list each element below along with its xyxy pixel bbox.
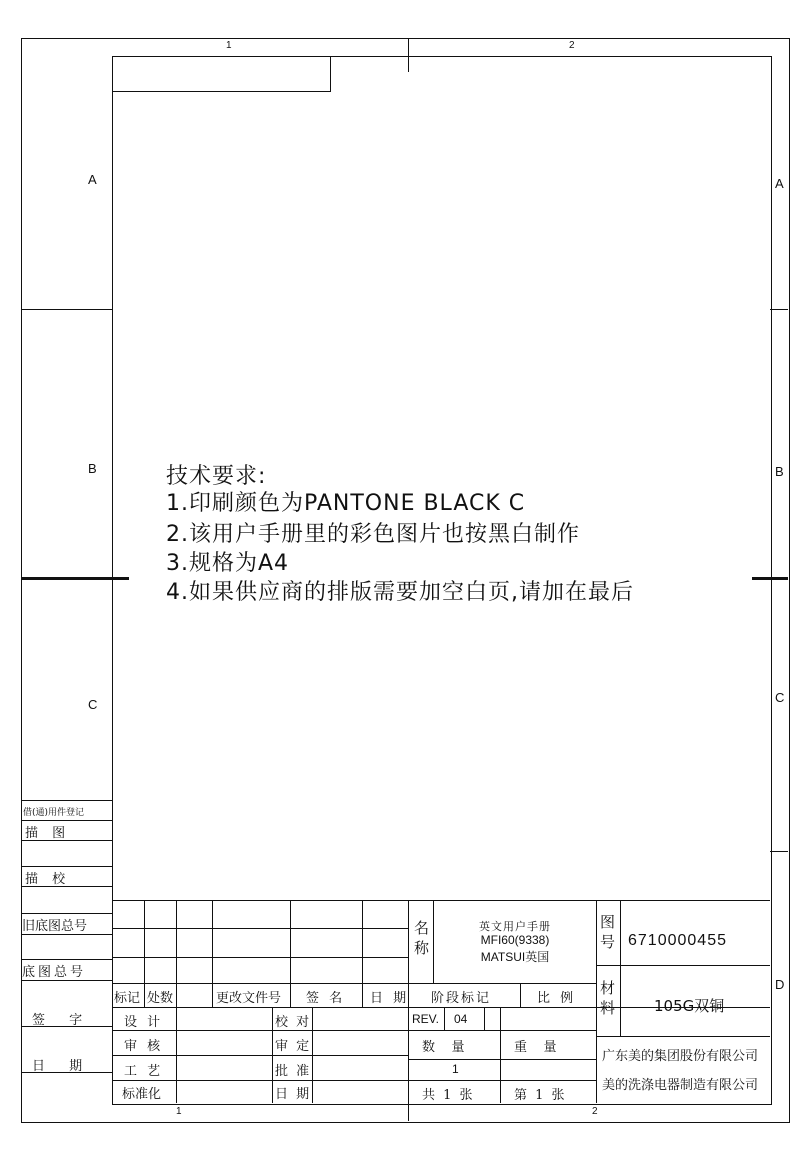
sheet-number: 第 1 张 [514, 1088, 567, 1103]
row-design: 设 计 [124, 1015, 164, 1030]
tb-h12 [408, 1059, 596, 1060]
side-line-8 [21, 980, 112, 981]
side-check-label: 描 校 [25, 872, 71, 887]
tb-v2 [176, 900, 177, 1007]
tb-v11 [433, 900, 434, 983]
row-approve-final: 审 定 [275, 1039, 312, 1054]
row-proofread: 校 对 [275, 1015, 312, 1030]
right-center-mark [752, 577, 788, 580]
row-date: 日 期 [275, 1087, 312, 1102]
side-line-7 [21, 959, 112, 960]
tb-h13 [408, 1080, 596, 1081]
stage-label: 阶段标记 [431, 991, 492, 1006]
material-value: 105G双铜 [654, 997, 725, 1015]
tb-h10 [596, 1036, 770, 1037]
row-right-a: A [775, 176, 784, 191]
row-process: 工 艺 [124, 1064, 164, 1079]
quantity-value: 1 [452, 1062, 459, 1076]
side-sign-label: 签 字 [32, 1013, 93, 1028]
rev-value: 04 [454, 1012, 468, 1026]
row-left-b: B [88, 461, 97, 476]
name-line-3: MATSUI英国 [480, 950, 550, 964]
side-base-label: 底图总号 [22, 965, 87, 980]
tb-h1 [112, 928, 408, 929]
tb-h2 [112, 957, 408, 958]
requirement-item-4: 4.如果供应商的排版需要加空白页,请加在最后 [166, 580, 634, 605]
tb-h3 [112, 983, 408, 984]
material-label: 材料 [600, 979, 616, 1017]
side-line-1 [21, 820, 112, 821]
zone-bottom-1: 1 [176, 1106, 182, 1117]
header-count: 处数 [147, 991, 174, 1006]
header-date: 日 期 [370, 991, 410, 1006]
tb-h6 [112, 1055, 408, 1056]
sheet-total: 共 1 张 [422, 1088, 475, 1103]
side-register-label: 借(通)用件登记 [23, 808, 85, 818]
company-name-2: 美的洗涤电器制造有限公司 [602, 1078, 759, 1093]
tb-v9 [312, 1007, 313, 1103]
tb-h7 [112, 1080, 408, 1081]
tb-v13 [444, 1007, 445, 1030]
left-row-sep-c [21, 800, 112, 801]
tb-v4 [290, 900, 291, 1007]
name-line-2: MFI60(9338) [480, 933, 550, 947]
right-row-sep-cd [770, 851, 788, 852]
row-review: 审 核 [124, 1039, 164, 1054]
tb-v8 [272, 1007, 273, 1103]
requirement-item-2: 2.该用户手册里的彩色图片也按黑白制作 [166, 522, 580, 547]
tb-v5 [362, 900, 363, 1007]
drawing-number: 6710000455 [628, 932, 727, 949]
tb-v1 [144, 900, 145, 1007]
tb-h5 [112, 1030, 408, 1031]
tb-v7 [176, 1007, 177, 1103]
tb-v15 [500, 1007, 501, 1103]
drawing-no-label: 图号 [600, 913, 616, 951]
header-change-doc: 更改文件号 [216, 991, 282, 1006]
side-line-6 [21, 934, 112, 935]
header-signature: 签 名 [306, 991, 346, 1006]
zone-top-2: 2 [569, 40, 575, 51]
weight-label: 重 量 [514, 1040, 557, 1055]
left-row-sep-ab [21, 309, 112, 310]
row-standardization: 标准化 [122, 1087, 162, 1102]
rev-label: REV. [412, 1012, 439, 1026]
top-corner-box [112, 56, 331, 92]
row-left-c: C [88, 697, 98, 712]
row-authorize: 批 准 [275, 1064, 312, 1079]
name-line-1: 英文用户手册 [479, 920, 551, 933]
row-right-b: B [775, 464, 784, 479]
tb-h8 [408, 983, 596, 984]
tb-v12 [620, 900, 621, 1036]
zone-bottom-2: 2 [592, 1106, 598, 1117]
side-line-3 [21, 866, 112, 867]
requirement-item-1: 1.印刷颜色为PANTONE BLACK C [166, 491, 526, 516]
quantity-label: 数 量 [422, 1040, 465, 1055]
side-trace-label: 描 图 [25, 826, 71, 841]
tb-v16 [520, 983, 521, 1007]
tb-v10 [596, 900, 597, 1103]
side-line-5 [21, 913, 112, 914]
bottom-center-tick [408, 1103, 409, 1121]
side-date-label: 日 期 [32, 1059, 93, 1074]
company-name-1: 广东美的集团股份有限公司 [602, 1049, 759, 1064]
header-mark: 标记 [114, 991, 141, 1006]
name-label: 名称 [414, 919, 430, 957]
tb-v14 [484, 1007, 485, 1030]
side-old-base-label: 旧底图总号 [22, 919, 88, 934]
requirements-heading: 技术要求: [166, 464, 267, 489]
top-center-tick [408, 38, 409, 72]
requirement-item-3: 3.规格为A4 [166, 551, 290, 576]
row-right-c: C [775, 690, 785, 705]
row-left-a: A [88, 172, 97, 187]
tb-h11 [408, 1030, 596, 1031]
left-center-mark [21, 577, 129, 580]
scale-label: 比 例 [537, 991, 577, 1006]
right-row-sep-ab [770, 309, 788, 310]
tb-h9 [596, 965, 770, 966]
zone-top-1: 1 [226, 40, 232, 51]
row-right-d: D [775, 977, 785, 992]
tb-v3 [212, 900, 213, 1007]
